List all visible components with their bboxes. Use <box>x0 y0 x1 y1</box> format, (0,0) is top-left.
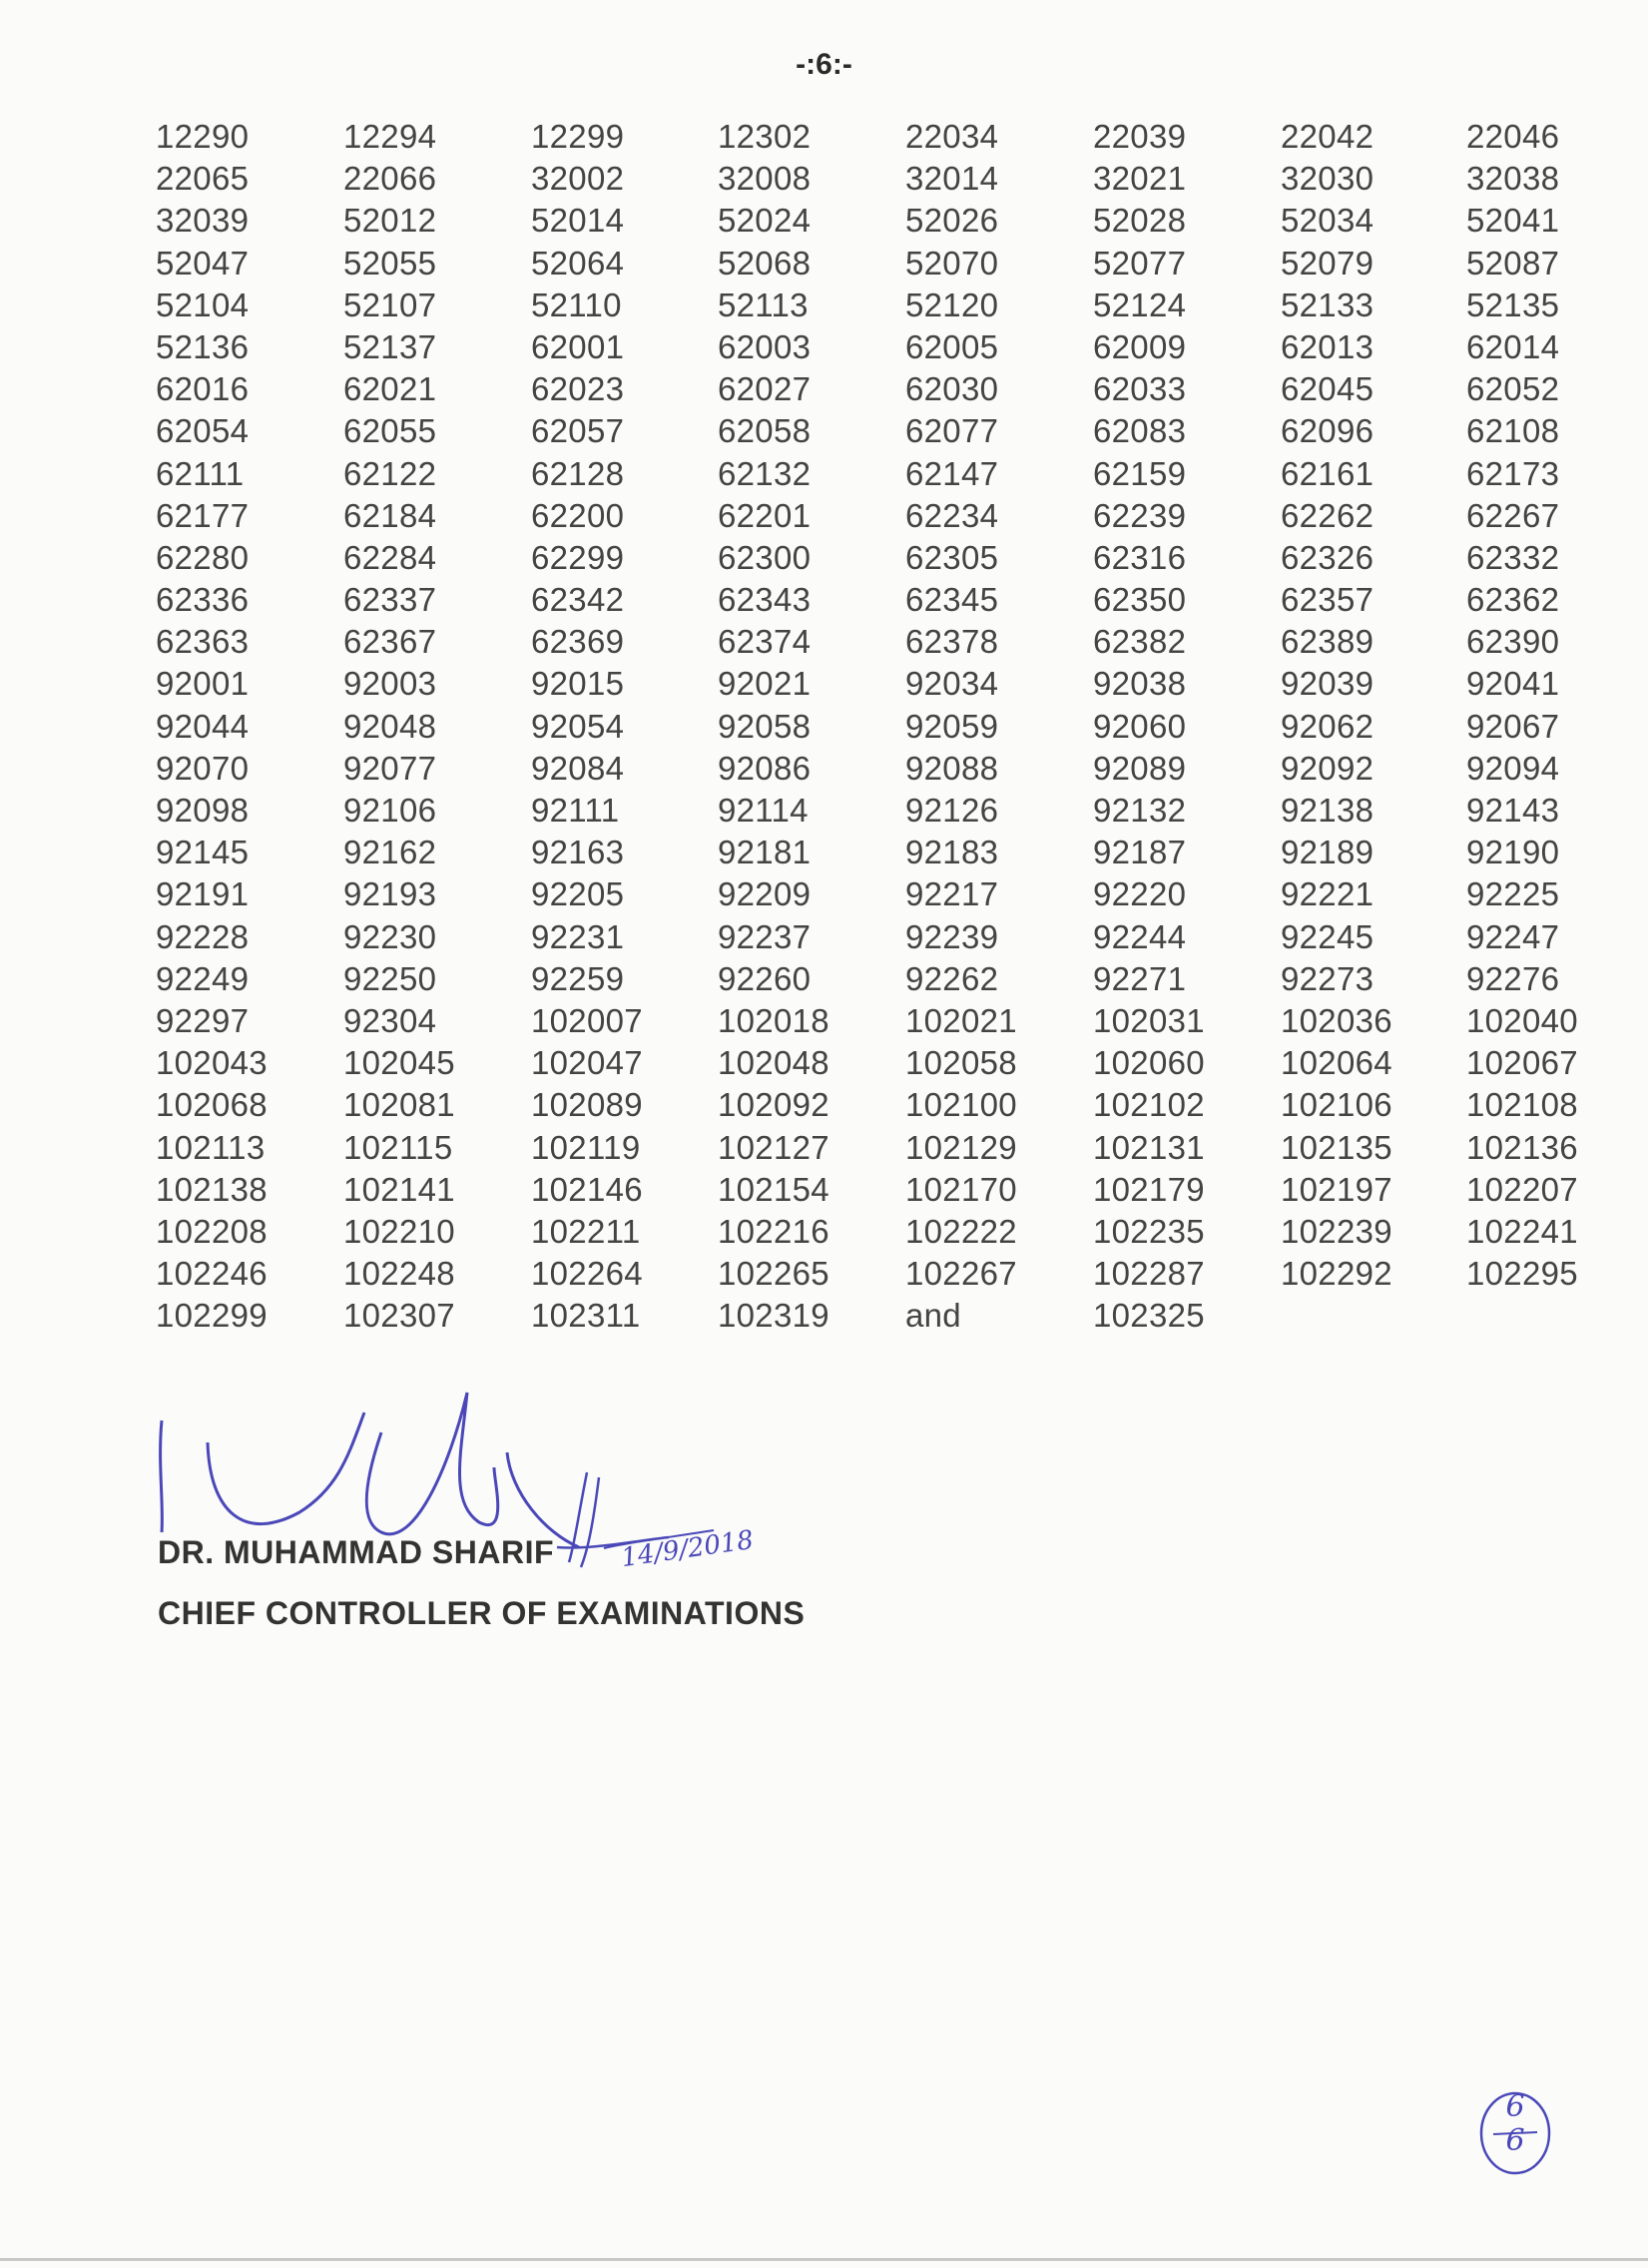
roll-number-cell: 102131 <box>1093 1128 1205 1166</box>
roll-number-cell: 52137 <box>343 327 437 365</box>
table-row <box>156 116 1593 158</box>
roll-number-cell: 62332 <box>1466 538 1560 576</box>
table-row <box>156 663 1593 705</box>
roll-number-cell: 62083 <box>1093 412 1187 450</box>
roll-number-cell: 102207 <box>1466 1170 1578 1208</box>
roll-number-cell: 62337 <box>343 581 437 619</box>
roll-number-cell: 92138 <box>1281 792 1374 829</box>
roll-number-cell: 92038 <box>1093 665 1187 703</box>
roll-number-cell: 92077 <box>343 749 437 787</box>
roll-number-cell: 92098 <box>156 792 250 829</box>
roll-number-cell: 52068 <box>718 244 812 282</box>
roll-number-cell: 102248 <box>343 1255 455 1293</box>
roll-number-cell: 92181 <box>718 834 812 871</box>
roll-number-cell: 62234 <box>905 496 999 534</box>
roll-number-cell: 92190 <box>1466 834 1560 871</box>
roll-number-cell: 62057 <box>531 412 625 450</box>
table-row <box>156 1169 1593 1211</box>
roll-number-cell: 62009 <box>1093 327 1187 365</box>
roll-number-cell: 62023 <box>531 370 625 408</box>
roll-number-cell: 102102 <box>1093 1086 1205 1124</box>
roll-number-cell: 62161 <box>1281 454 1374 492</box>
signature-date: 14/9/2018 <box>619 1524 756 1574</box>
table-row <box>156 326 1593 368</box>
roll-number-cell: 102311 <box>531 1297 641 1335</box>
roll-number-cell: 102235 <box>1093 1212 1205 1250</box>
table-row <box>156 790 1593 832</box>
roll-number-cell: 32021 <box>1093 160 1187 198</box>
roll-number-cell: 92221 <box>1281 875 1374 913</box>
roll-number-cell: 52135 <box>1466 285 1560 323</box>
table-row <box>156 1295 1593 1337</box>
roll-number-cell: 32039 <box>156 202 250 240</box>
roll-number-cell: 102154 <box>718 1170 829 1208</box>
roll-number-cell: 92271 <box>1093 959 1187 997</box>
table-row <box>156 1127 1593 1169</box>
table-row <box>156 579 1593 621</box>
roll-number-cell: and <box>905 1297 961 1335</box>
roll-number-cell: 102264 <box>531 1255 643 1293</box>
roll-number-cell: 92230 <box>343 917 437 955</box>
roll-number-cell: 92237 <box>718 917 812 955</box>
roll-number-cell: 92143 <box>1466 792 1560 829</box>
roll-number-cell: 62284 <box>343 538 437 576</box>
table-row <box>156 1253 1593 1295</box>
table-row <box>156 158 1593 200</box>
roll-number-cell: 92086 <box>718 749 812 787</box>
roll-number-cell: 62058 <box>718 412 812 450</box>
roll-number-cell: 32008 <box>718 160 812 198</box>
roll-number-cell: 92228 <box>156 917 250 955</box>
page-count-stamp <box>1475 2090 1555 2158</box>
roll-number-cell: 52079 <box>1281 244 1374 282</box>
roll-number-cell: 102292 <box>1281 1255 1392 1293</box>
roll-number-cell: 52133 <box>1281 285 1374 323</box>
roll-number-cell: 92259 <box>531 959 625 997</box>
roll-number-cell: 92297 <box>156 1001 250 1039</box>
table-row <box>156 1000 1593 1042</box>
roll-number-cell: 62382 <box>1093 623 1187 661</box>
roll-number-cell: 62122 <box>343 454 437 492</box>
roll-number-list <box>156 116 1593 1337</box>
roll-number-cell: 102138 <box>156 1170 268 1208</box>
roll-number-cell: 62390 <box>1466 623 1560 661</box>
roll-number-cell: 92209 <box>718 875 812 913</box>
roll-number-cell: 92193 <box>343 875 437 913</box>
roll-number-cell: 62013 <box>1281 327 1374 365</box>
table-row <box>156 495 1593 537</box>
roll-number-cell: 92245 <box>1281 917 1374 955</box>
roll-number-cell: 92041 <box>1466 665 1560 703</box>
roll-number-cell: 92048 <box>343 707 437 745</box>
roll-number-cell: 92092 <box>1281 749 1374 787</box>
table-row <box>156 1042 1593 1084</box>
table-row <box>156 621 1593 663</box>
roll-number-cell: 102136 <box>1466 1128 1578 1166</box>
roll-number-cell: 52104 <box>156 285 250 323</box>
roll-number-cell: 52136 <box>156 327 250 365</box>
roll-number-cell: 102129 <box>905 1128 1017 1166</box>
roll-number-cell: 92060 <box>1093 707 1187 745</box>
roll-number-cell: 92189 <box>1281 834 1374 871</box>
page-edge-divider <box>0 2258 1648 2261</box>
table-row <box>156 537 1593 579</box>
roll-number-cell: 92126 <box>905 792 999 829</box>
roll-number-cell: 92260 <box>718 959 812 997</box>
roll-number-cell: 62239 <box>1093 496 1187 534</box>
roll-number-cell: 102241 <box>1466 1212 1578 1250</box>
roll-number-cell: 62357 <box>1281 581 1374 619</box>
roll-number-cell: 52012 <box>343 202 437 240</box>
roll-number-cell: 62316 <box>1093 538 1187 576</box>
table-row <box>156 453 1593 495</box>
roll-number-cell: 92094 <box>1466 749 1560 787</box>
roll-number-cell: 62014 <box>1466 327 1560 365</box>
roll-number-cell: 102113 <box>156 1128 266 1166</box>
roll-number-cell: 92244 <box>1093 917 1187 955</box>
roll-number-cell: 62200 <box>531 496 625 534</box>
roll-number-cell: 102018 <box>718 1001 829 1039</box>
roll-number-cell: 62305 <box>905 538 999 576</box>
roll-number-cell: 62054 <box>156 412 250 450</box>
roll-number-cell: 92239 <box>905 917 999 955</box>
roll-number-cell: 92191 <box>156 875 250 913</box>
roll-number-cell: 92145 <box>156 834 250 871</box>
roll-number-cell: 102307 <box>343 1297 455 1335</box>
roll-number-cell: 92132 <box>1093 792 1187 829</box>
roll-number-cell: 102239 <box>1281 1212 1392 1250</box>
roll-number-cell: 92114 <box>718 792 809 829</box>
roll-number-cell: 52064 <box>531 244 625 282</box>
roll-number-cell: 102299 <box>156 1297 268 1335</box>
table-row <box>156 748 1593 790</box>
roll-number-cell: 92276 <box>1466 959 1560 997</box>
roll-number-cell: 102036 <box>1281 1001 1392 1039</box>
roll-number-cell: 52047 <box>156 244 250 282</box>
roll-number-cell: 102064 <box>1281 1044 1392 1082</box>
roll-number-cell: 62262 <box>1281 496 1374 534</box>
roll-number-cell: 102021 <box>905 1001 1017 1039</box>
roll-number-cell: 102222 <box>905 1212 1017 1250</box>
roll-number-cell: 92062 <box>1281 707 1374 745</box>
roll-number-cell: 92058 <box>718 707 812 745</box>
roll-number-cell: 102135 <box>1281 1128 1392 1166</box>
roll-number-cell: 62173 <box>1466 454 1560 492</box>
roll-number-cell: 92084 <box>531 749 625 787</box>
roll-number-cell: 92044 <box>156 707 250 745</box>
roll-number-cell: 102319 <box>718 1297 829 1335</box>
roll-number-cell: 102048 <box>718 1044 829 1082</box>
roll-number-cell: 52014 <box>531 202 625 240</box>
roll-number-cell: 62389 <box>1281 623 1374 661</box>
roll-number-cell: 12302 <box>718 118 812 155</box>
roll-number-cell: 52113 <box>718 285 809 323</box>
roll-number-cell: 102170 <box>905 1170 1017 1208</box>
table-row <box>156 832 1593 873</box>
roll-number-cell: 92187 <box>1093 834 1187 871</box>
roll-number-cell: 102106 <box>1281 1086 1392 1124</box>
roll-number-cell: 102211 <box>531 1212 641 1250</box>
stamp-numerator: 6 <box>1505 2089 1525 2124</box>
roll-number-cell: 102007 <box>531 1001 643 1039</box>
roll-number-cell: 102081 <box>343 1086 455 1124</box>
roll-number-cell: 92231 <box>531 917 625 955</box>
roll-number-cell: 92003 <box>343 665 437 703</box>
roll-number-cell: 62147 <box>905 454 999 492</box>
signatory-name: DR. MUHAMMAD SHARIF <box>158 1534 555 1570</box>
roll-number-cell: 32002 <box>531 160 625 198</box>
roll-number-cell: 92183 <box>905 834 999 871</box>
table-row <box>156 873 1593 915</box>
roll-number-cell: 92111 <box>531 792 620 829</box>
roll-number-cell: 102141 <box>343 1170 455 1208</box>
roll-number-cell: 102146 <box>531 1170 643 1208</box>
roll-number-cell: 92225 <box>1466 875 1560 913</box>
roll-number-cell: 52034 <box>1281 202 1374 240</box>
roll-number-cell: 52070 <box>905 244 999 282</box>
roll-number-cell: 12299 <box>531 118 625 155</box>
roll-number-cell: 102325 <box>1093 1297 1205 1335</box>
roll-number-cell: 92273 <box>1281 959 1374 997</box>
roll-number-cell: 92304 <box>343 1001 437 1039</box>
roll-number-cell: 22039 <box>1093 118 1187 155</box>
signatory-title: CHIEF CONTROLLER OF EXAMINATIONS <box>158 1595 806 1631</box>
roll-number-cell: 92162 <box>343 834 437 871</box>
roll-number-cell: 52110 <box>531 285 622 323</box>
roll-number-cell: 102060 <box>1093 1044 1205 1082</box>
roll-number-cell: 62030 <box>905 370 999 408</box>
table-row <box>156 706 1593 748</box>
roll-number-cell: 62055 <box>343 412 437 450</box>
roll-number-cell: 32014 <box>905 160 999 198</box>
roll-number-cell: 102040 <box>1466 1001 1578 1039</box>
roll-number-cell: 102108 <box>1466 1086 1578 1124</box>
roll-number-cell: 92250 <box>343 959 437 997</box>
roll-number-cell: 62108 <box>1466 412 1560 450</box>
roll-number-cell: 62077 <box>905 412 999 450</box>
roll-number-cell: 52024 <box>718 202 812 240</box>
roll-number-cell: 62005 <box>905 327 999 365</box>
roll-number-cell: 102089 <box>531 1086 643 1124</box>
roll-number-cell: 62111 <box>156 454 245 492</box>
roll-number-cell: 102246 <box>156 1255 268 1293</box>
roll-number-cell: 92067 <box>1466 707 1560 745</box>
table-row <box>156 368 1593 410</box>
roll-number-cell: 52107 <box>343 285 437 323</box>
roll-number-cell: 92262 <box>905 959 999 997</box>
roll-number-cell: 52124 <box>1093 285 1187 323</box>
table-row <box>156 1211 1593 1253</box>
roll-number-cell: 102267 <box>905 1255 1017 1293</box>
roll-number-cell: 62369 <box>531 623 625 661</box>
roll-number-cell: 62033 <box>1093 370 1187 408</box>
roll-number-cell: 62326 <box>1281 538 1374 576</box>
roll-number-cell: 102067 <box>1466 1044 1578 1082</box>
roll-number-cell: 92163 <box>531 834 625 871</box>
roll-number-cell: 52087 <box>1466 244 1560 282</box>
roll-number-cell: 62342 <box>531 581 625 619</box>
roll-number-cell: 62336 <box>156 581 250 619</box>
roll-number-cell: 92021 <box>718 665 812 703</box>
roll-number-cell: 102208 <box>156 1212 268 1250</box>
roll-number-cell: 62001 <box>531 327 625 365</box>
roll-number-cell: 102115 <box>343 1128 453 1166</box>
roll-number-cell: 52120 <box>905 285 999 323</box>
roll-number-cell: 92070 <box>156 749 250 787</box>
roll-number-cell: 102100 <box>905 1086 1017 1124</box>
stamp-denominator: 6 <box>1505 2123 1525 2158</box>
roll-number-cell: 62345 <box>905 581 999 619</box>
table-row <box>156 1084 1593 1126</box>
roll-number-cell: 92220 <box>1093 875 1187 913</box>
roll-number-cell: 22066 <box>343 160 437 198</box>
roll-number-cell: 62299 <box>531 538 625 576</box>
roll-number-cell: 92106 <box>343 792 437 829</box>
roll-number-cell: 32030 <box>1281 160 1374 198</box>
roll-number-cell: 102287 <box>1093 1255 1205 1293</box>
roll-number-cell: 102197 <box>1281 1170 1392 1208</box>
roll-number-cell: 102047 <box>531 1044 643 1082</box>
roll-number-cell: 22034 <box>905 118 999 155</box>
roll-number-cell: 92054 <box>531 707 625 745</box>
roll-number-cell: 62367 <box>343 623 437 661</box>
roll-number-cell: 62280 <box>156 538 250 576</box>
roll-number-cell: 92001 <box>156 665 250 703</box>
roll-number-cell: 102058 <box>905 1044 1017 1082</box>
roll-number-cell: 92247 <box>1466 917 1560 955</box>
table-row <box>156 284 1593 326</box>
roll-number-cell: 92088 <box>905 749 999 787</box>
roll-number-cell: 62378 <box>905 623 999 661</box>
roll-number-cell: 62132 <box>718 454 812 492</box>
roll-number-cell: 102127 <box>718 1128 829 1166</box>
roll-number-cell: 62350 <box>1093 581 1187 619</box>
roll-number-cell: 102045 <box>343 1044 455 1082</box>
roll-number-cell: 92034 <box>905 665 999 703</box>
roll-number-cell: 52028 <box>1093 202 1187 240</box>
roll-number-cell: 92059 <box>905 707 999 745</box>
roll-number-cell: 92089 <box>1093 749 1187 787</box>
roll-number-cell: 62343 <box>718 581 812 619</box>
roll-number-cell: 22046 <box>1466 118 1560 155</box>
roll-number-cell: 62300 <box>718 538 812 576</box>
page-number: -:6:- <box>796 48 852 81</box>
roll-number-cell: 102216 <box>718 1212 829 1250</box>
roll-number-cell: 62003 <box>718 327 812 365</box>
roll-number-cell: 102265 <box>718 1255 829 1293</box>
roll-number-cell: 102068 <box>156 1086 268 1124</box>
roll-number-cell: 62052 <box>1466 370 1560 408</box>
table-row <box>156 410 1593 452</box>
roll-number-cell: 62096 <box>1281 412 1374 450</box>
roll-number-cell: 102295 <box>1466 1255 1578 1293</box>
roll-number-cell: 12290 <box>156 118 250 155</box>
roll-number-cell: 62045 <box>1281 370 1374 408</box>
roll-number-cell: 52055 <box>343 244 437 282</box>
roll-number-cell: 12294 <box>343 118 437 155</box>
roll-number-cell: 52026 <box>905 202 999 240</box>
roll-number-cell: 102031 <box>1093 1001 1205 1039</box>
roll-number-cell: 32038 <box>1466 160 1560 198</box>
roll-number-cell: 62267 <box>1466 496 1560 534</box>
roll-number-cell: 62027 <box>718 370 812 408</box>
roll-number-cell: 62159 <box>1093 454 1187 492</box>
roll-number-cell: 52077 <box>1093 244 1187 282</box>
roll-number-cell: 92205 <box>531 875 625 913</box>
roll-number-cell: 62177 <box>156 496 250 534</box>
roll-number-cell: 62016 <box>156 370 250 408</box>
roll-number-cell: 102092 <box>718 1086 829 1124</box>
roll-number-cell: 92249 <box>156 959 250 997</box>
roll-number-cell: 62374 <box>718 623 812 661</box>
roll-number-cell: 62128 <box>531 454 625 492</box>
roll-number-cell: 92039 <box>1281 665 1374 703</box>
roll-number-cell: 62184 <box>343 496 437 534</box>
roll-number-cell: 62363 <box>156 623 250 661</box>
roll-number-cell: 102119 <box>531 1128 641 1166</box>
roll-number-cell: 22042 <box>1281 118 1374 155</box>
table-row <box>156 916 1593 958</box>
roll-number-cell: 52041 <box>1466 202 1560 240</box>
roll-number-cell: 62021 <box>343 370 437 408</box>
roll-number-cell: 92015 <box>531 665 625 703</box>
roll-number-cell: 62362 <box>1466 581 1560 619</box>
roll-number-cell: 92217 <box>905 875 999 913</box>
roll-number-cell: 102210 <box>343 1212 455 1250</box>
table-row <box>156 958 1593 1000</box>
roll-number-cell: 102043 <box>156 1044 268 1082</box>
table-row <box>156 243 1593 284</box>
roll-number-cell: 102179 <box>1093 1170 1205 1208</box>
table-row <box>156 200 1593 242</box>
roll-number-cell: 22065 <box>156 160 250 198</box>
roll-number-cell: 62201 <box>718 496 812 534</box>
